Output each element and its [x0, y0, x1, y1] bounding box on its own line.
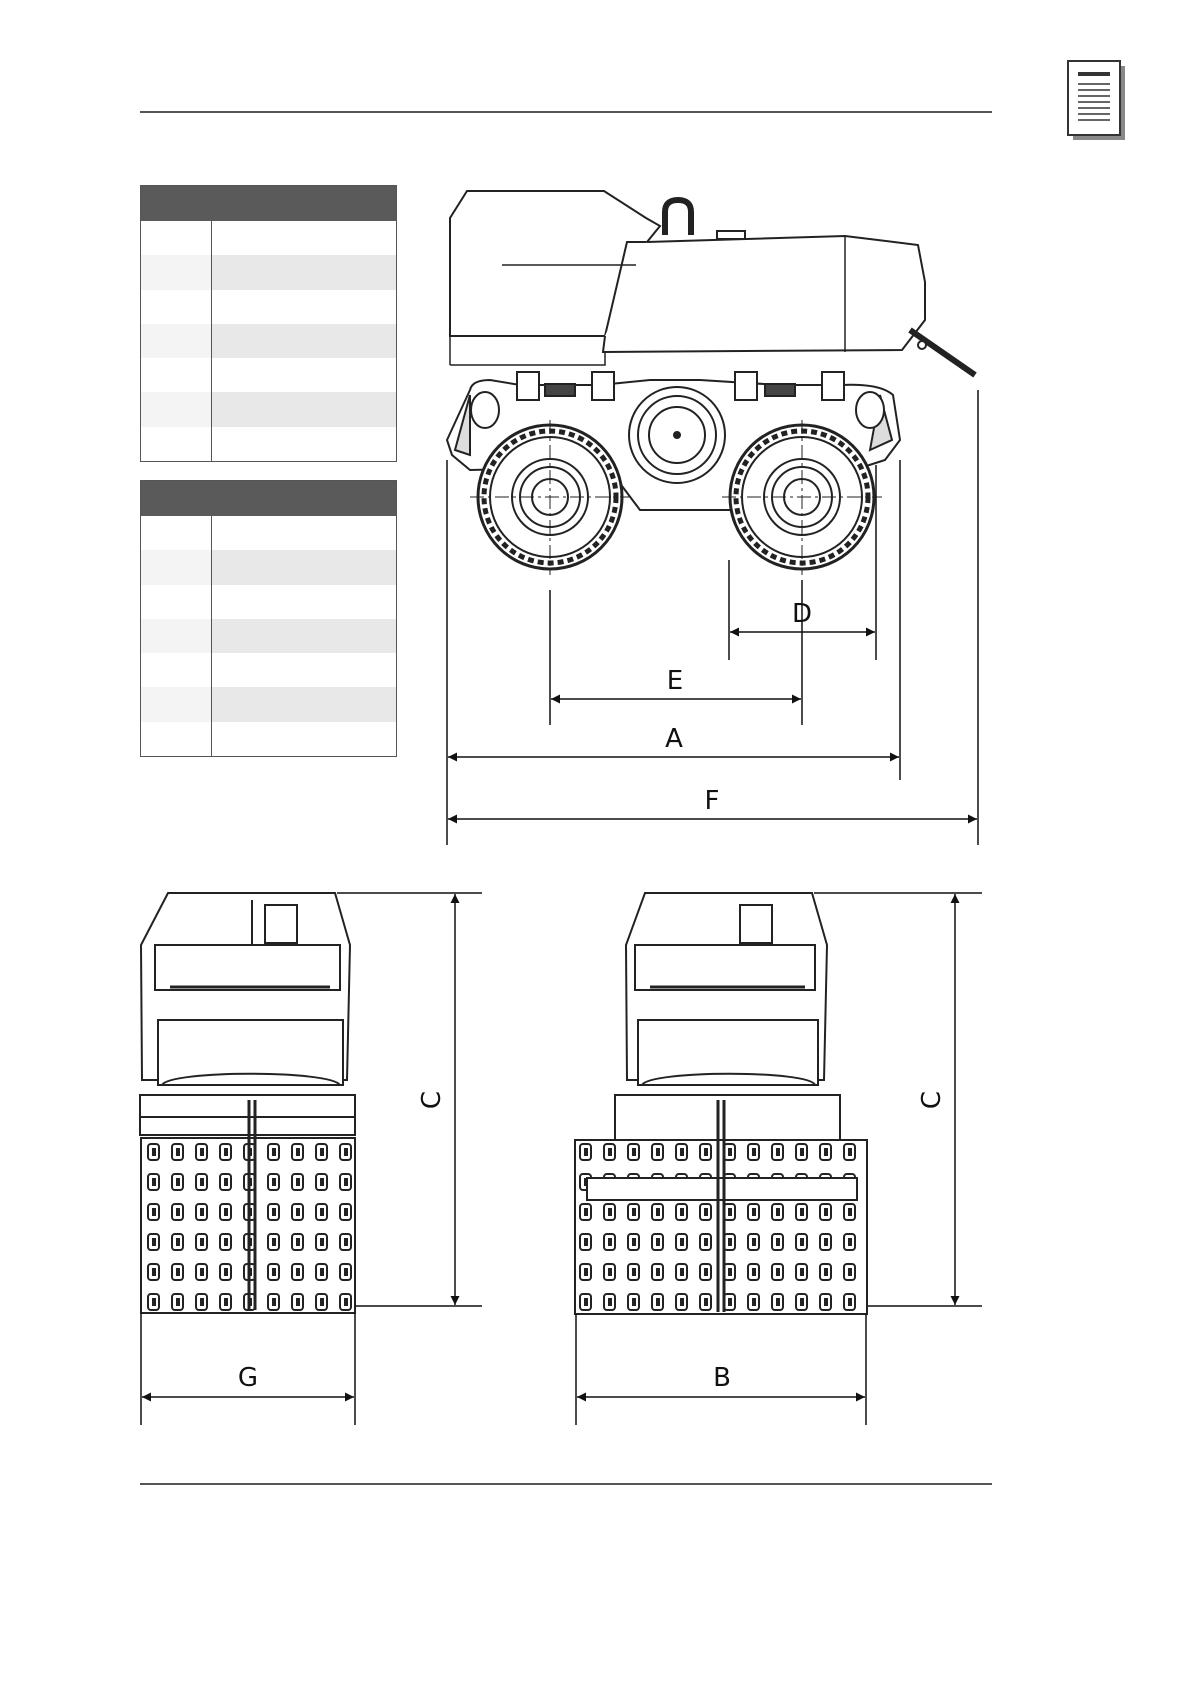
dim-label-c-right: C [917, 1090, 947, 1110]
dim-label-a: A [665, 724, 683, 754]
dim-label-g: G [237, 1363, 259, 1393]
dim-label-f: F [704, 786, 720, 816]
side-view [447, 191, 975, 575]
dim-label-b: B [713, 1363, 731, 1393]
front-view-narrow [140, 893, 355, 1313]
front-view-wide [575, 893, 867, 1314]
dim-label-e: E [666, 666, 684, 696]
dim-label-c-left: C [417, 1090, 447, 1110]
dim-label-d: D [791, 599, 813, 629]
